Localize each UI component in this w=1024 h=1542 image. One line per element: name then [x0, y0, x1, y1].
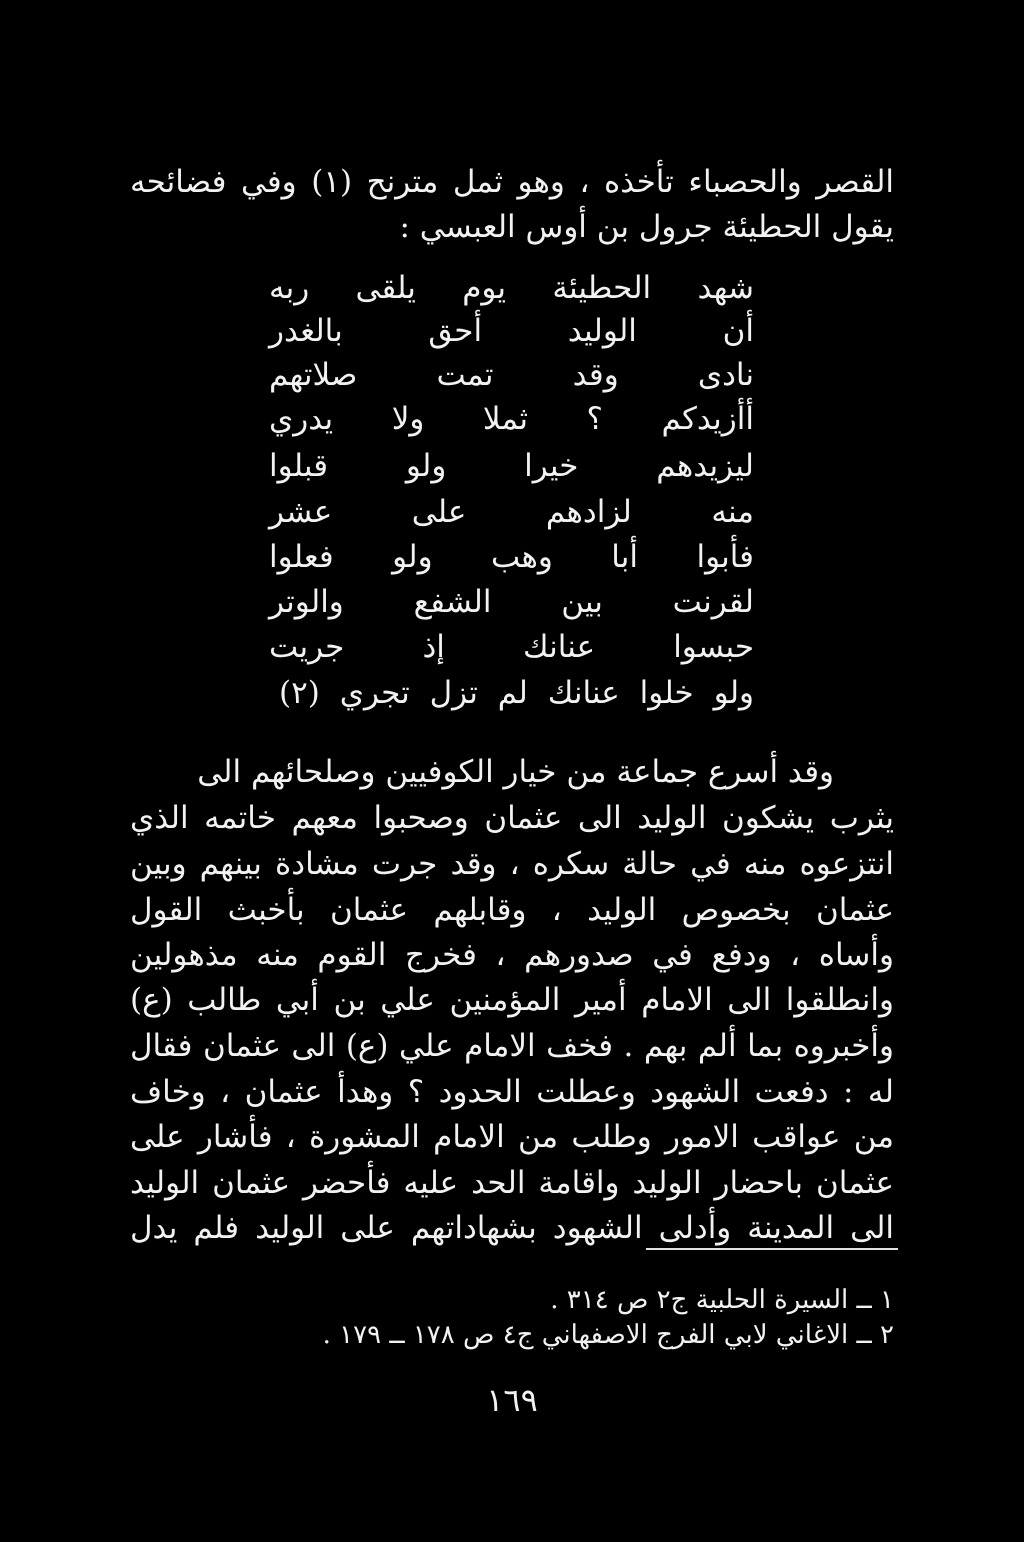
footnote-separator	[646, 1248, 898, 1250]
footnote: ١ ــ السيرة الحلبية ج٢ ص ٣١٤ .	[550, 1285, 894, 1315]
intro-line: القصر والحصباء تأخذه ، وهو ثمل مترنح (١) وفي فضائحه	[130, 164, 895, 200]
prose-line: وأخبروه بما ألم بهم . فخف الامام علي (ع) الى عثمان فقال	[130, 1028, 894, 1064]
prose-line: يثرب يشكون الوليد الى عثمان وصحبوا معهم خاتمه الذي	[130, 800, 894, 836]
verse-line: حبسوا عنانك إذ جريت	[269, 629, 754, 665]
prose-line: وأساه ، ودفع في صدورهم ، فخرج القوم منه مذهولين	[130, 937, 894, 973]
verse-line: منه لزادهم على عشر	[269, 494, 754, 530]
footnote: ٢ ــ الاغاني لابي الفرج الاصفهاني ج٤ ص ١٧٨ ــ ١٧٩ .	[322, 1320, 894, 1350]
verse-line: أأزيدكم ؟ ثملا ولا يدري	[269, 401, 754, 437]
prose-line: وانطلقوا الى الامام أمير المؤمنين علي بن أبي طالب (ع)	[130, 982, 894, 1018]
verse-line: ولو خلوا عنانك لم تزل تجري (٢)	[279, 675, 754, 711]
page-number: ١٦٩	[486, 1381, 538, 1419]
prose-line: له : دفعت الشهود وعطلت الحدود ؟ وهدأ عثمان ، وخاف	[130, 1074, 894, 1110]
prose-line: وقد أسرع جماعة من خيار الكوفيين وصلحائهم الى	[197, 754, 834, 790]
prose-line: انتزعوه منه في حالة سكره ، وقد جرت مشادة بينهم وبين	[130, 846, 894, 882]
verse-line: فأبوا أبا وهب ولو فعلوا	[269, 539, 754, 575]
verse-line: ليزيدهم خيرا ولو قبلوا	[269, 448, 754, 484]
prose-line: من عواقب الامور وطلب من الامام المشورة ، فأشار على	[130, 1119, 894, 1155]
verse-line: أن الوليد أحق بالغدر	[269, 313, 754, 349]
intro-line: يقول الحطيئة جرول بن أوس العبسي :	[399, 209, 894, 245]
verse-line: لقرنت بين الشفع والوتر	[269, 584, 754, 620]
prose-line: الى المدينة وأدلى الشهود بشهاداتهم على الوليد فلم يدل	[130, 1210, 894, 1246]
prose-line: عثمان باحضار الوليد واقامة الحد عليه فأحضر عثمان الوليد	[130, 1165, 894, 1201]
verse-line: شهد الحطيئة يوم يلقى ربه	[269, 270, 754, 306]
verse-line: نادى وقد تمت صلاتهم	[269, 357, 754, 393]
prose-line: عثمان بخصوص الوليد ، وقابلهم عثمان بأخبث القول	[130, 892, 894, 928]
